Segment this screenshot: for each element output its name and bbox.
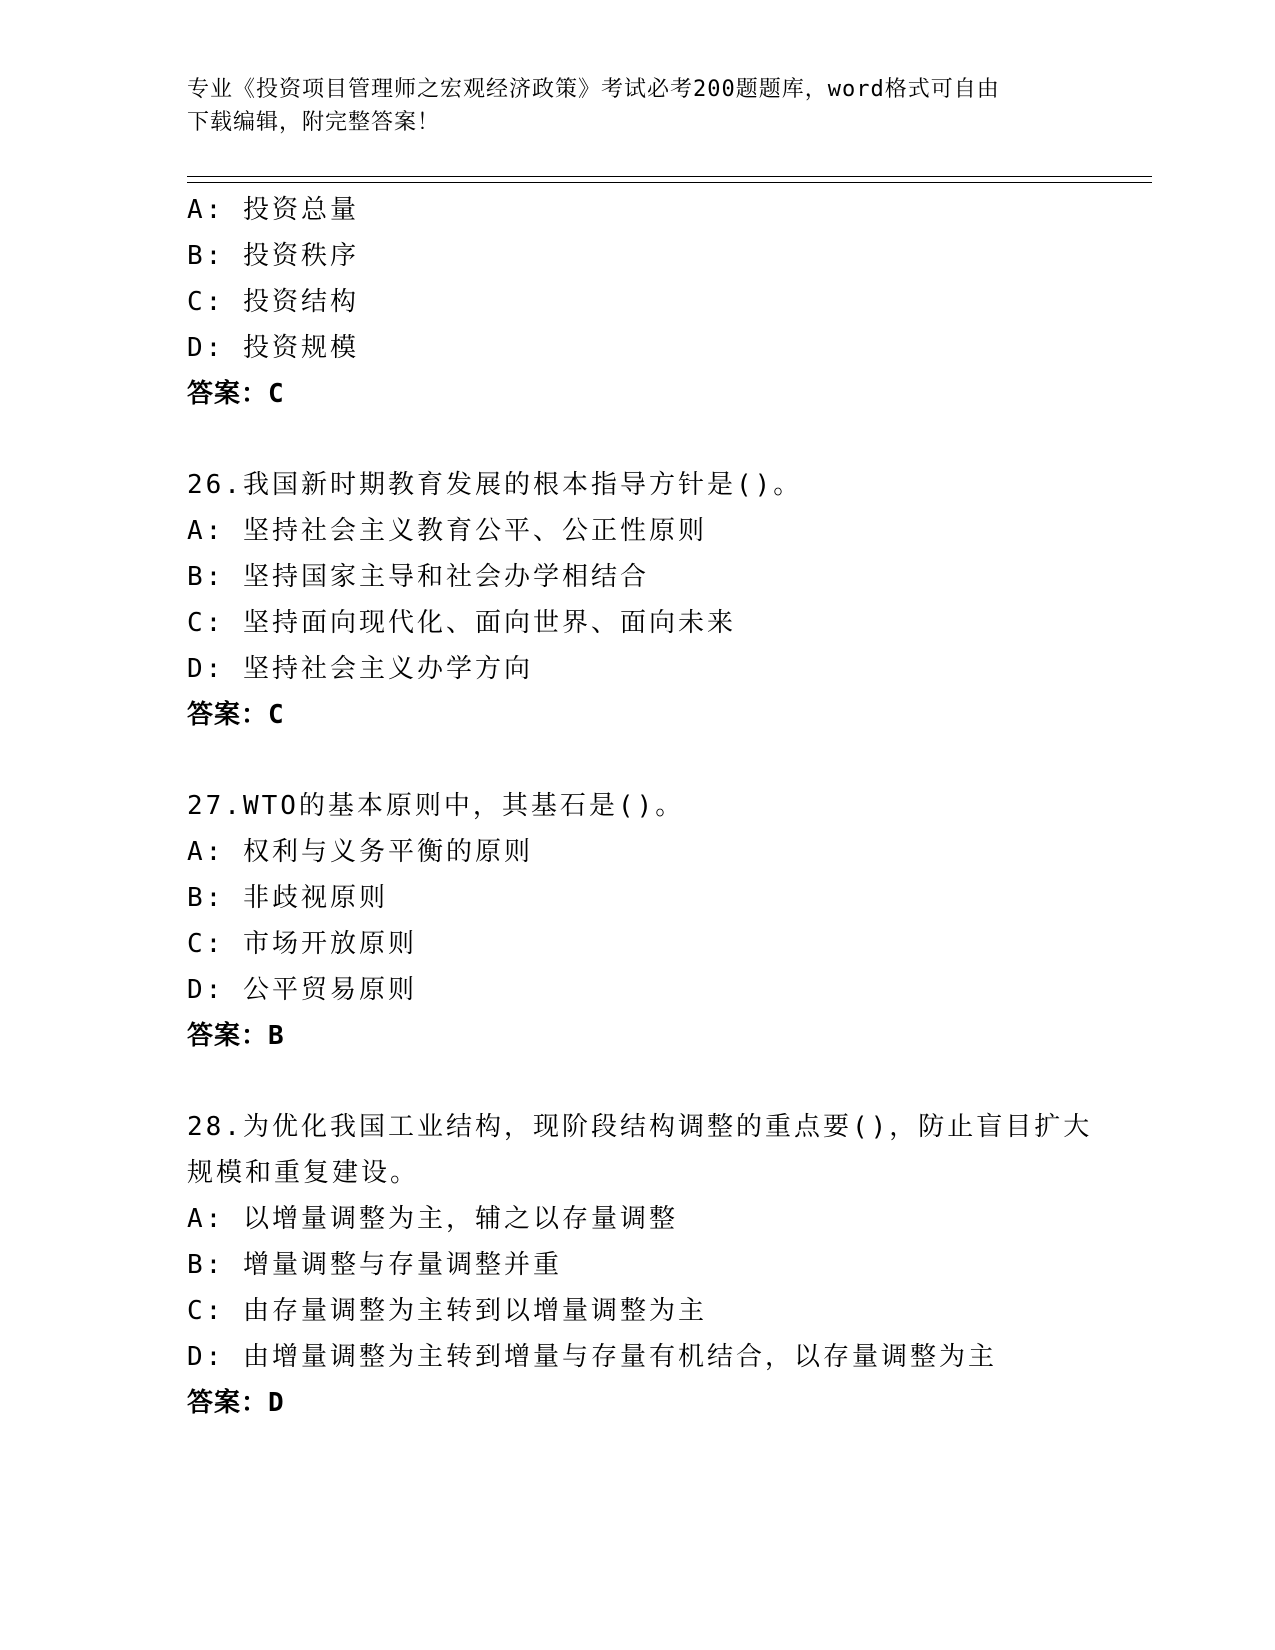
option-c: C: 投资结构 <box>187 287 359 317</box>
option-b: B: 非歧视原则 <box>187 883 388 913</box>
question-stem: 27.WTO的基本原则中，其基石是()。 <box>187 791 685 821</box>
header-line-1: 专业《投资项目管理师之宏观经济政策》考试必考200题题库，word格式可自由 <box>187 77 1000 102</box>
spacer <box>187 738 1152 783</box>
question-27 <box>187 783 1152 1059</box>
answer-line: 答案：C <box>187 379 285 409</box>
question-stem: 26.我国新时期教育发展的根本指导方针是()。 <box>187 470 803 500</box>
option-d: D: 公平贸易原则 <box>187 975 417 1005</box>
spacer <box>187 417 1152 462</box>
question-stem-continued: 规模和重复建设。 <box>187 1158 420 1188</box>
answer-line: 答案：B <box>187 1021 285 1051</box>
option-a: A: 以增量调整为主，辅之以存量调整 <box>187 1204 678 1234</box>
option-b: B: 坚持国家主导和社会办学相结合 <box>187 562 649 592</box>
option-c: C: 市场开放原则 <box>187 929 417 959</box>
option-c: C: 坚持面向现代化、面向世界、面向未来 <box>187 608 736 638</box>
option-a: A: 权利与义务平衡的原则 <box>187 837 533 867</box>
question-25-tail <box>187 187 1152 417</box>
question-28 <box>187 1104 1152 1426</box>
option-a: A: 投资总量 <box>187 195 359 225</box>
document-header <box>187 73 1067 139</box>
answer-line: 答案：C <box>187 700 285 730</box>
option-d: D: 投资规模 <box>187 333 359 363</box>
option-d: D: 坚持社会主义办学方向 <box>187 654 533 684</box>
answer-line: 答案：D <box>187 1388 285 1418</box>
header-divider-top <box>187 176 1152 177</box>
option-d: D: 由增量调整为主转到增量与存量有机结合，以存量调整为主 <box>187 1342 997 1372</box>
option-c: C: 由存量调整为主转到以增量调整为主 <box>187 1296 707 1326</box>
question-stem: 28.为优化我国工业结构，现阶段结构调整的重点要()，防止盲目扩大 <box>187 1112 1093 1142</box>
header-line-2: 下载编辑，附完整答案！ <box>187 110 441 135</box>
option-a: A: 坚持社会主义教育公平、公正性原则 <box>187 516 707 546</box>
option-b: B: 增量调整与存量调整并重 <box>187 1250 562 1280</box>
question-list <box>187 187 1152 1426</box>
header-divider-bottom <box>187 182 1152 183</box>
question-26 <box>187 462 1152 738</box>
option-b: B: 投资秩序 <box>187 241 359 271</box>
spacer <box>187 1059 1152 1104</box>
